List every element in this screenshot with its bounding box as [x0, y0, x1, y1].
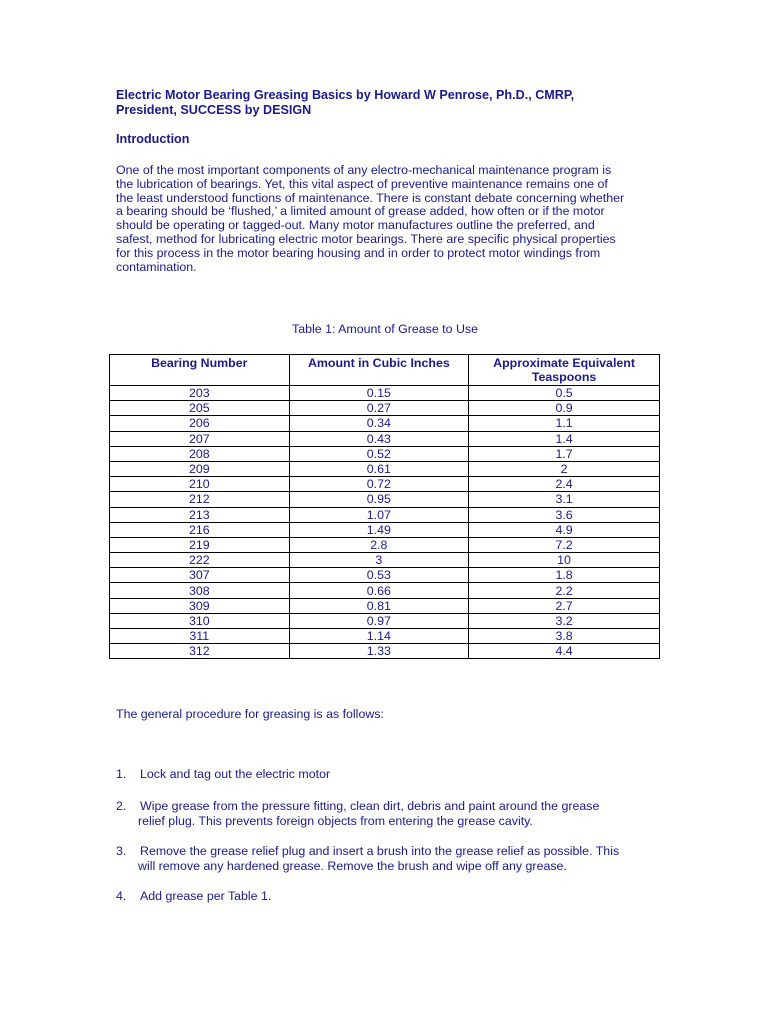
cell-cubic-inches: 0.34	[289, 416, 469, 431]
table-caption: Table 1: Amount of Grease to Use	[292, 322, 478, 336]
cell-teaspoons: 1.7	[469, 446, 660, 461]
cell-bearing-number: 311	[110, 629, 290, 644]
procedure-step	[116, 889, 652, 904]
table-row	[110, 461, 660, 476]
cell-bearing-number: 212	[110, 492, 290, 507]
table-row	[110, 553, 660, 568]
step-text	[116, 844, 652, 874]
table-row	[110, 446, 660, 461]
cell-cubic-inches: 1.14	[289, 629, 469, 644]
table-row	[110, 537, 660, 552]
step-text	[116, 889, 652, 904]
procedure-step	[116, 844, 652, 874]
table-row	[110, 568, 660, 583]
cell-cubic-inches: 1.07	[289, 507, 469, 522]
table-row	[110, 401, 660, 416]
intro-line: a bearing should be ‘flushed,’ a limited amount of grease added, how often or if the motor	[116, 204, 605, 219]
cell-cubic-inches: 2.8	[289, 537, 469, 552]
title-line-2: President, SUCCESS by DESIGN	[116, 102, 312, 117]
step-text-line: will remove any hardened grease. Remove the brush and wipe off any grease.	[138, 859, 567, 873]
procedure-step	[116, 767, 652, 782]
cell-cubic-inches: 0.27	[289, 401, 469, 416]
cell-teaspoons: 2.4	[469, 477, 660, 492]
cell-bearing-number: 205	[110, 401, 290, 416]
table-row	[110, 629, 660, 644]
cell-bearing-number: 310	[110, 613, 290, 628]
document-title	[116, 88, 676, 117]
step-text-line: relief plug. This prevents foreign objects from entering the grease cavity.	[138, 814, 533, 828]
cell-cubic-inches: 0.43	[289, 431, 469, 446]
step-text	[116, 799, 652, 829]
column-header-teaspoons	[469, 355, 660, 386]
cell-bearing-number: 207	[110, 431, 290, 446]
table-row	[110, 598, 660, 613]
cell-cubic-inches: 0.97	[289, 613, 469, 628]
cell-cubic-inches: 0.53	[289, 568, 469, 583]
cell-bearing-number: 219	[110, 537, 290, 552]
table-row	[110, 431, 660, 446]
procedure-step	[116, 799, 652, 829]
step-number: 4.	[116, 889, 127, 903]
cell-teaspoons: 7.2	[469, 537, 660, 552]
table-row	[110, 644, 660, 659]
cell-cubic-inches: 1.49	[289, 522, 469, 537]
intro-line: for this process in the motor bearing housing and in order to protect motor windings from	[116, 245, 601, 260]
column-header-teaspoons-text: Approximate Equivalent Teaspoons	[493, 356, 635, 384]
step-text-line: Add grease per Table 1.	[140, 889, 272, 903]
cell-teaspoons: 1.4	[469, 431, 660, 446]
introduction-heading: Introduction	[116, 132, 190, 146]
cell-bearing-number: 216	[110, 522, 290, 537]
cell-teaspoons: 3.2	[469, 613, 660, 628]
table-row	[110, 522, 660, 537]
cell-cubic-inches: 0.61	[289, 461, 469, 476]
cell-teaspoons: 2.7	[469, 598, 660, 613]
intro-line: should be operating or tagged-out. Many motor manufactures outline the preferred, and	[116, 218, 595, 233]
step-text-line: Remove the grease relief plug and insert a brush into the grease relief as possible. This	[140, 844, 620, 858]
intro-line: the least understood functions of maintenance. There is constant debate concerning whether	[116, 190, 625, 205]
cell-teaspoons: 4.4	[469, 644, 660, 659]
cell-teaspoons: 2	[469, 461, 660, 476]
table-row	[110, 477, 660, 492]
step-text-line: Lock and tag out the electric motor	[140, 767, 331, 781]
cell-cubic-inches: 3	[289, 553, 469, 568]
cell-bearing-number: 203	[110, 386, 290, 401]
cell-bearing-number: 210	[110, 477, 290, 492]
step-number: 2.	[116, 799, 127, 813]
introduction-paragraph	[116, 164, 656, 274]
cell-teaspoons: 1.1	[469, 416, 660, 431]
table-body	[110, 386, 660, 659]
intro-line: contamination.	[116, 259, 197, 274]
cell-bearing-number: 213	[110, 507, 290, 522]
step-number: 1.	[116, 767, 127, 781]
column-header-bearing-number: Bearing Number	[110, 355, 290, 386]
step-number: 3.	[116, 844, 127, 858]
cell-bearing-number: 208	[110, 446, 290, 461]
cell-bearing-number: 222	[110, 553, 290, 568]
grease-amount-table	[109, 354, 660, 659]
cell-teaspoons: 3.8	[469, 629, 660, 644]
cell-bearing-number: 206	[110, 416, 290, 431]
cell-bearing-number: 312	[110, 644, 290, 659]
table-row	[110, 613, 660, 628]
cell-bearing-number: 308	[110, 583, 290, 598]
cell-cubic-inches: 0.52	[289, 446, 469, 461]
column-header-cubic-inches: Amount in Cubic Inches	[289, 355, 469, 386]
table-row	[110, 416, 660, 431]
cell-teaspoons: 3.1	[469, 492, 660, 507]
table-row	[110, 492, 660, 507]
table-row	[110, 583, 660, 598]
intro-line: One of the most important components of any electro-mechanical maintenance program is	[116, 163, 612, 177]
cell-bearing-number: 307	[110, 568, 290, 583]
intro-line: the lubrication of bearings. Yet, this vital aspect of preventive maintenance remains one of	[116, 176, 608, 191]
title-line-1: Electric Motor Bearing Greasing Basics by Howard W Penrose, Ph.D., CMRP,	[116, 88, 575, 102]
step-text	[116, 767, 652, 782]
cell-teaspoons: 2.2	[469, 583, 660, 598]
cell-cubic-inches: 0.72	[289, 477, 469, 492]
cell-cubic-inches: 0.15	[289, 386, 469, 401]
intro-line: safest, method for lubricating electric motor bearings. There are specific physical properties	[116, 231, 616, 246]
cell-teaspoons: 1.8	[469, 568, 660, 583]
cell-teaspoons: 0.5	[469, 386, 660, 401]
cell-cubic-inches: 0.66	[289, 583, 469, 598]
cell-teaspoons: 4.9	[469, 522, 660, 537]
step-text-line: Wipe grease from the pressure fitting, clean dirt, debris and paint around the grease	[140, 799, 600, 813]
cell-cubic-inches: 0.81	[289, 598, 469, 613]
procedure-intro: The general procedure for greasing is as follows:	[116, 707, 384, 721]
table-header-row	[110, 355, 660, 386]
table-row	[110, 386, 660, 401]
cell-cubic-inches: 1.33	[289, 644, 469, 659]
cell-teaspoons: 3.6	[469, 507, 660, 522]
cell-teaspoons: 10	[469, 553, 660, 568]
cell-teaspoons: 0.9	[469, 401, 660, 416]
table-row	[110, 507, 660, 522]
cell-cubic-inches: 0.95	[289, 492, 469, 507]
cell-bearing-number: 209	[110, 461, 290, 476]
cell-bearing-number: 309	[110, 598, 290, 613]
